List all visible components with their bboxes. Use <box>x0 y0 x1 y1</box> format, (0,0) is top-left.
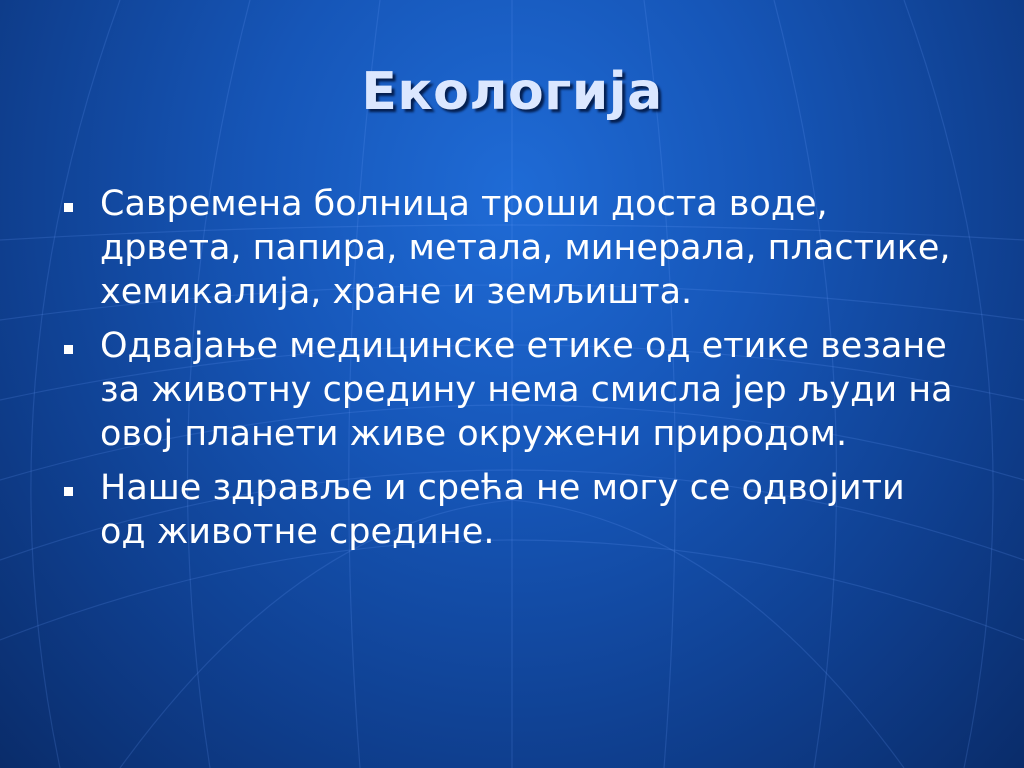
bullet-text: Наше здравље и срећа не могу се одвојити од животне средине. <box>100 468 905 552</box>
list-item <box>60 182 960 314</box>
square-bullet-icon <box>64 203 73 212</box>
square-bullet-icon <box>64 345 73 354</box>
bullet-text: Савремена болница троши доста воде, дрвета, папира, метала, минерала, пластике, хемикалија, хране и земљишта. <box>100 184 951 312</box>
slide-title: Екологија <box>361 62 663 122</box>
square-bullet-icon <box>64 487 73 496</box>
list-item <box>60 324 960 456</box>
bullet-list <box>60 182 960 564</box>
bullet-text: Одвајање медицинске етике од етике везане за животну средину нема смисла јер људи на овој планети живе окружени природом. <box>100 326 953 454</box>
list-item <box>60 466 960 554</box>
